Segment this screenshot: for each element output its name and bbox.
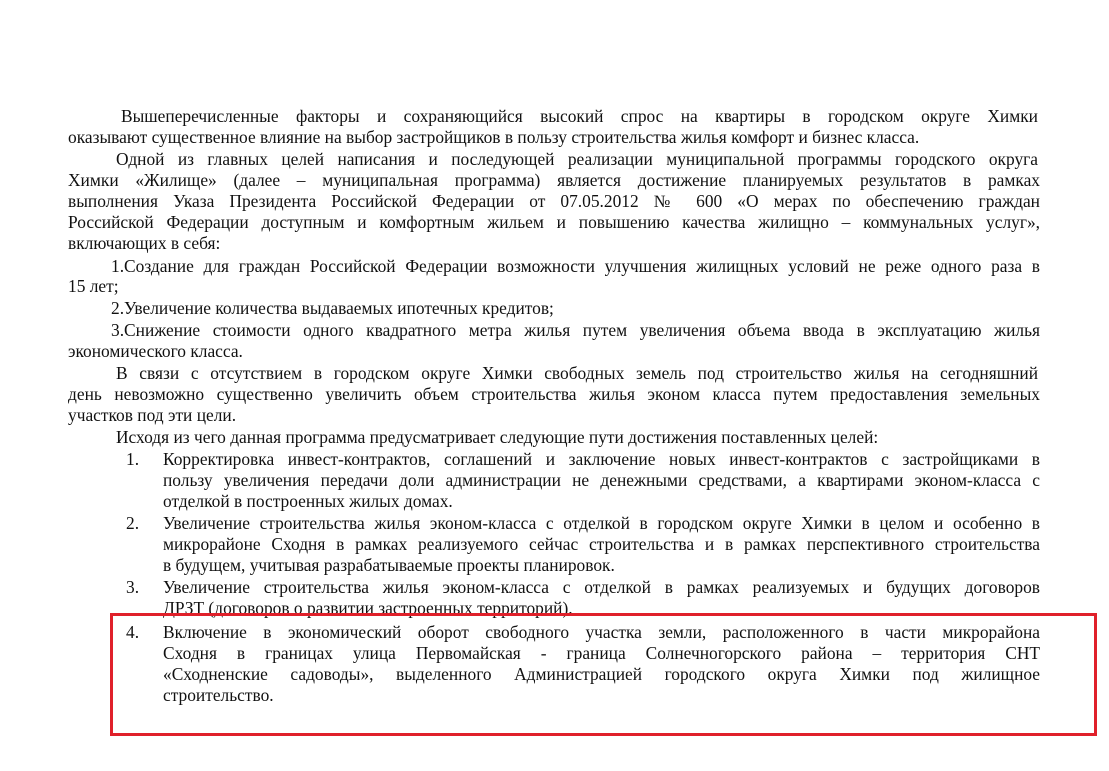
goal-line-2: Химки «Жилище» (далее – муниципальная программа) является достижение планируемых результатов в рамках (68, 170, 1040, 190)
path-4-line-3: «Сходненские садоводы», выделенного Администрацией городского округа Химки под жилищное (163, 664, 1040, 684)
path-1-line-3: отделкой в построенных жилых домах. (163, 491, 453, 511)
goals-item-1-line-2: 15 лет; (68, 276, 119, 296)
land-line-3: участков под эти цели. (68, 405, 237, 425)
goals-item-3-line-2: экономического класса. (68, 341, 243, 361)
path-2-line-3: в будущем, учитывая разрабатываемые проекты планировок. (163, 555, 615, 575)
goal-line-5: включающих в себя: (68, 233, 221, 253)
land-line-2: день невозможно существенно увеличить объем строительства жилья эконом класса путем предоставления земельных (68, 384, 1040, 404)
path-2-line-1: Увеличение строительства жилья эконом-класса с отделкой в городском округе Химки в целом и особенно в (163, 513, 1040, 533)
path-3-line-1: Увеличение строительства жилья эконом-класса с отделкой в рамках реализуемых и будущих договоров (163, 577, 1040, 597)
path-4-line-4: строительство. (163, 685, 274, 705)
goals-item-3-line-1: 3.Снижение стоимости одного квадратного метра жилья путем увеличения объема ввода в эксплуатацию жилья (111, 320, 1040, 340)
path-3-number: 3. (126, 577, 140, 597)
goals-item-2-line-1: 2.Увеличение количества выдаваемых ипотечных кредитов; (111, 298, 554, 318)
path-4-line-2: Сходня в границах улица Первомайская - граница Солнечногорского района – территория СНТ (163, 643, 1040, 663)
goals-item-1-line-1: 1.Создание для граждан Российской Федерации возможности улучшения жилищных условий не реже одного раза в (111, 256, 1040, 276)
intro-line-2: оказывают существенное влияние на выбор застройщиков в пользу строительства жилья комфорт и бизнес класса. (68, 127, 920, 147)
path-1-line-1: Корректировка инвест-контрактов, соглашений и заключение новых инвест-контрактов с застройщиками в (163, 449, 1040, 469)
goal-line-3: выполнения Указа Президента Российской Федерации от 07.05.2012 № 600 «О мерах по обеспечению граждан (68, 191, 1040, 211)
path-2-line-2: микрорайоне Сходня в рамках реализуемого сейчас строительства и в рамках перспективного строительства (163, 534, 1040, 554)
goal-line-1: Одной из главных целей написания и последующей реализации муниципальной программы городского округа (116, 149, 1038, 169)
goal-line-4: Российской Федерации доступным и комфортным жильем и повышению качества жилищно – коммунальных услуг», (68, 212, 1040, 232)
path-3-line-2: ДРЗТ (договоров о развитии застроенных территорий). (163, 598, 573, 618)
path-4-number: 4. (126, 622, 140, 642)
intro-line-1: Вышеперечисленные факторы и сохраняющийся высокий спрос на квартиры в городском округе Химки (121, 106, 1038, 126)
path-2-number: 2. (126, 513, 140, 533)
path-1-line-2: пользу увеличения передачи доли администрации не денежными средствами, а квартирами эконом-класса с (163, 470, 1040, 490)
path-4-line-1: Включение в экономический оборот свободного участка земли, расположенного в части микрорайона (163, 622, 1040, 642)
path-1-number: 1. (126, 449, 140, 469)
paths-intro: Исходя из чего данная программа предусматривает следующие пути достижения поставленных целей: (116, 427, 879, 447)
land-line-1: В связи с отсутствием в городском округе Химки свободных земель под строительство жилья на сегодняшний (116, 363, 1038, 383)
